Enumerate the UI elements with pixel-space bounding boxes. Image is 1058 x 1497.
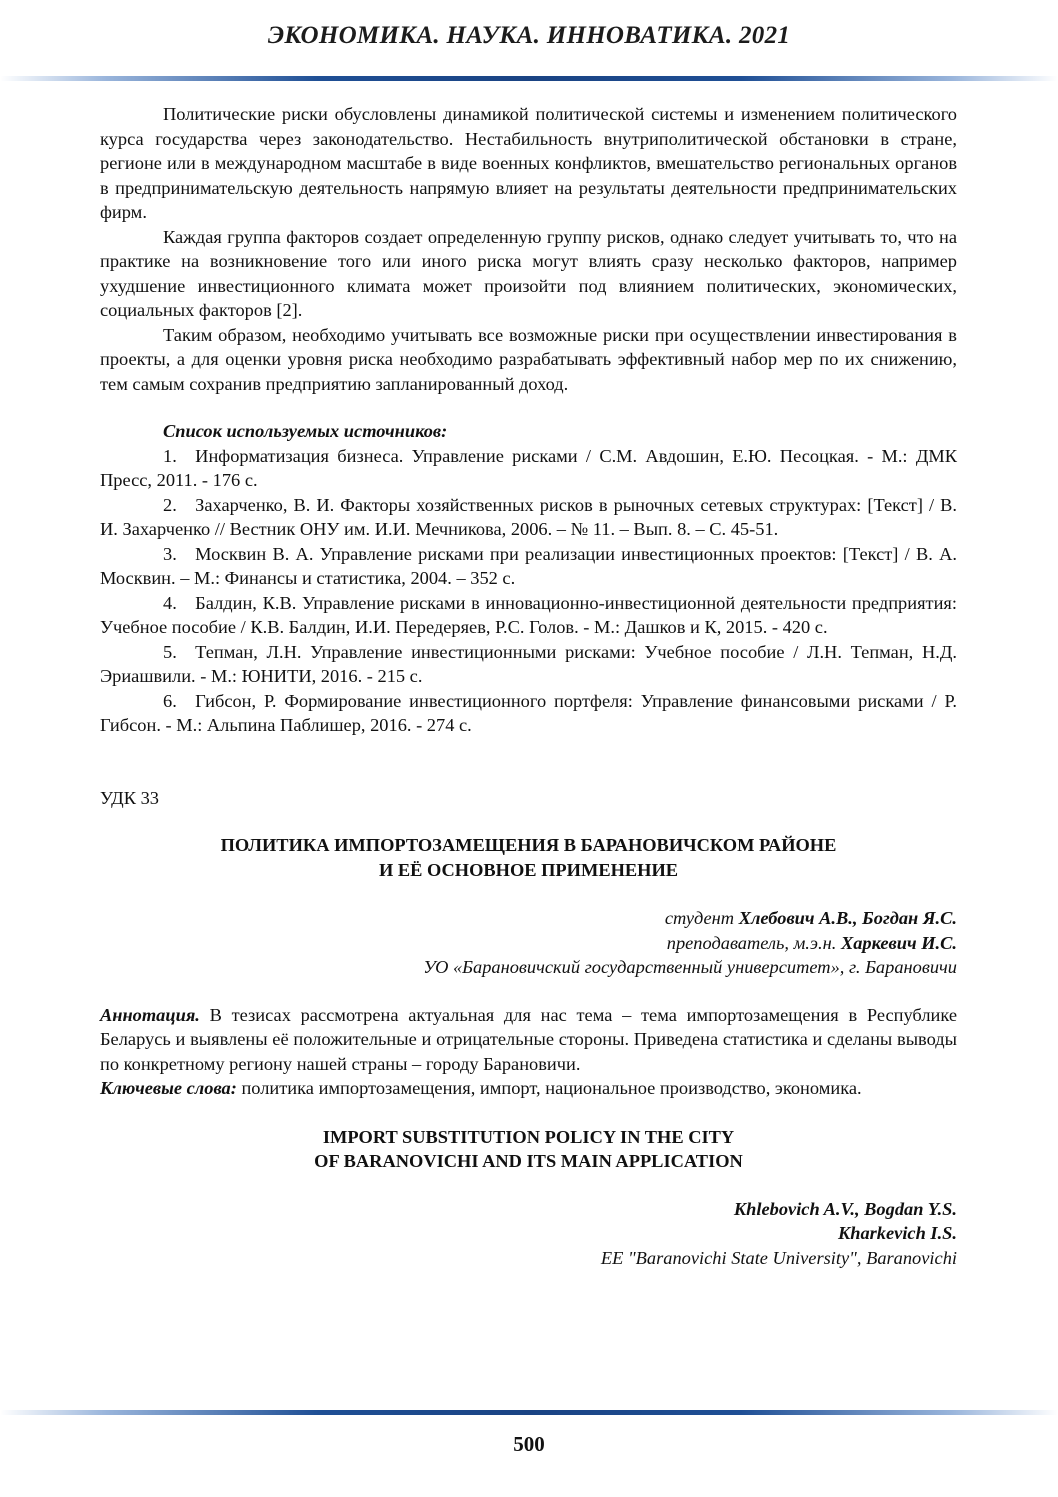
author-affiliation: УО «Барановичский государственный университет», г. Барановичи xyxy=(423,957,957,977)
footer-divider xyxy=(0,1410,1058,1415)
keywords-text: политика импортозамещения, импорт, национальное производство, экономика. xyxy=(236,1078,862,1098)
keywords xyxy=(100,1076,957,1101)
reference-item: 2. Захарченко, В. И. Факторы хозяйственных рисков в рыночных сетевых структурах: [Текст] / В. И. Захарченко // Вестник ОНУ им. И.И. Мечникова, 2006. – № 11. – Вып. 8. – С. 45-51. xyxy=(100,494,957,539)
body-paragraph: Каждая группа факторов создает определенную группу рисков, однако следует учитывать то, что на практике на возникновение того или иного риска могут влиять сразу несколько факторов, например ухудшение инвестиционного климата может произойти под влиянием политических, экономических, социальных факторов [2]. xyxy=(100,226,957,320)
annotation xyxy=(100,1003,957,1077)
reference-item: 4. Балдин, К.В. Управление рисками в инновационно-инвестиционной деятельности предприятия: Учебное пособие / К.В. Балдин, И.И. Передеряев, Р.С. Голов. - М.: Дашков и К, 2015. - 420 с. xyxy=(100,592,957,637)
author-role: студент xyxy=(664,908,739,928)
english-author-names: Khlebovich A.V., Bogdan Y.S. xyxy=(733,1198,957,1219)
article-title xyxy=(100,833,957,882)
reference-item: 6. Гибсон, Р. Формирование инвестиционного портфеля: Управление финансовыми рисками / Р. Гибсон. - М.: Альпина Паблишер, 2016. - 274 с. xyxy=(100,690,957,735)
article-title-line: И ЕЁ ОСНОВНОЕ ПРИМЕНЕНИЕ xyxy=(378,859,679,880)
reference-item: 1. Информатизация бизнеса. Управление рисками / С.М. Авдошин, Е.Ю. Песоцкая. - М.: ДМК Пресс, 2011. - 176 с. xyxy=(100,445,957,490)
english-title-line: OF BARANOVICHI AND ITS MAIN APPLICATION xyxy=(314,1151,743,1171)
annotation-text: В тезисах рассмотрена актуальная для нас тема – тема импортозамещения в Республике Беларусь и выявлены её положительные и отрицательные стороны. Приведена статистика и сделаны выводы по конкретному региону нашей страны – городу Барановичи. xyxy=(100,1004,957,1074)
english-title xyxy=(100,1125,957,1174)
annotation-label: Аннотация. xyxy=(100,1004,200,1025)
sources-heading: Список используемых источников: xyxy=(163,421,448,441)
reference-item: 5. Тепман, Л.Н. Управление инвестиционными рисками: Учебное пособие / Л.Н. Тепман, Н.Д. Эриашвили. - М.: ЮНИТИ, 2016. - 215 с. xyxy=(100,641,957,686)
header-divider xyxy=(0,76,1058,81)
body-paragraph: Политические риски обусловлены динамикой политической системы и изменением политического курса государства через законодательство. Нестабильность внутриполитической обстановки в стране, регионе или в международном масштабе в виде военных конфликтов, вмешательство региональных органов в предпринимательскую деятельность напрямую влияет на результаты деятельности предпринимательских фирм. xyxy=(100,104,957,222)
keywords-label: Ключевые слова: xyxy=(100,1078,237,1098)
journal-header-title: ЭКОНОМИКА. НАУКА. ИННОВАТИКА. 2021 xyxy=(267,22,791,49)
article-authors xyxy=(100,906,957,980)
udk-code: УДК 33 xyxy=(100,787,159,808)
author-role: преподаватель, м.э.н. xyxy=(666,932,841,953)
english-authors xyxy=(100,1197,957,1271)
article-title-line: ПОЛИТИКА ИМПОРТОЗАМЕЩЕНИЯ В БАРАНОВИЧСКОМ РАЙОНЕ xyxy=(220,835,837,855)
author-names: Хлебович А.В., Богдан Я.С. xyxy=(738,908,957,928)
page-content xyxy=(100,102,957,1270)
english-title-line: IMPORT SUBSTITUTION POLICY IN THE CITY xyxy=(322,1126,735,1147)
author-names: Харкевич И.С. xyxy=(840,932,957,953)
english-affiliation: EE "Baranovichi State University", Baranovichi xyxy=(600,1247,957,1268)
student-authors xyxy=(100,906,957,931)
body-paragraph: Таким образом, необходимо учитывать все возможные риски при осуществлении инвестирования в проекты, а для оценки уровня риска необходимо разрабатывать эффективный набор мер по их снижению, тем самым сохранив предприятию запланированный доход. xyxy=(100,324,957,394)
reference-item: 3. Москвин В. А. Управление рисками при реализации инвестиционных проектов: [Текст] / В. А. Москвин. – М.: Финансы и статистика, 2004. – 352 с. xyxy=(100,543,957,588)
english-author-names: Kharkevich I.S. xyxy=(837,1223,957,1243)
page-number: 500 xyxy=(513,1432,545,1456)
teacher-author xyxy=(100,931,957,956)
